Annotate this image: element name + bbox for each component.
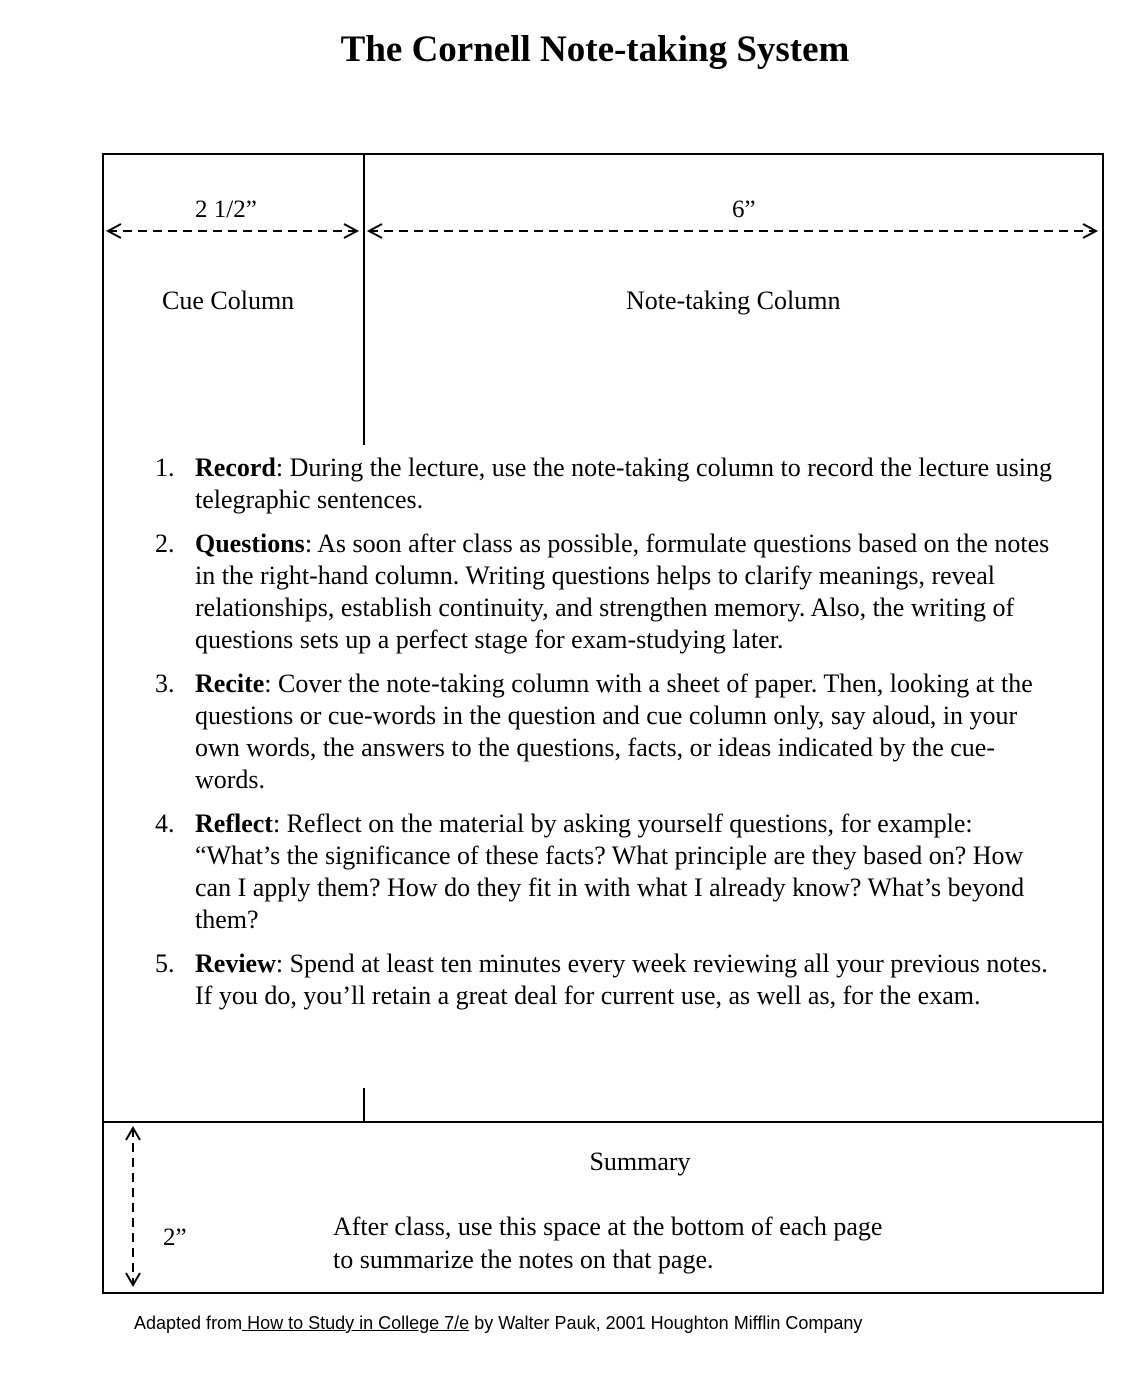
step-text: : As soon after class as possible, formulate questions based on the notes in the right-hand column. Writing questions helps to clarify meanings, reveal relationships, establish continuity, and strengthen memory. Also, the writing of questions sets up a perfect stage for exam-studying later. — [195, 529, 1050, 654]
step-number: 3. — [155, 669, 175, 698]
step-text: : Spend at least ten minutes every week reviewing all your previous notes. If you do, you’ll retain a great deal for current use, as well as, for the exam. — [195, 949, 1048, 1010]
cue-width-label: 2 1/2” — [195, 196, 257, 223]
summary-height-label: 2” — [163, 1224, 187, 1251]
step-item — [155, 528, 1055, 656]
notes-column-label: Note-taking Column — [626, 286, 841, 315]
summary-line: to summarize the notes on that page. — [333, 1245, 714, 1274]
step-number: 1. — [155, 453, 175, 482]
step-term: Questions — [195, 529, 305, 558]
step-number: 4. — [155, 809, 175, 838]
step-term: Review — [195, 949, 276, 978]
summary-line: After class, use this space at the bottom of each page — [333, 1212, 883, 1241]
step-item — [155, 808, 1055, 936]
notes-width-arrow — [369, 224, 1096, 238]
step-number: 2. — [155, 529, 175, 558]
footer-suffix: by Walter Pauk, 2001 Houghton Mifflin Company — [469, 1313, 863, 1333]
step-text: : During the lecture, use the note-taking column to record the lecture using telegraphic sentences. — [195, 453, 1052, 514]
summary-height-arrow — [126, 1128, 140, 1285]
step-text: : Reflect on the material by asking yourself questions, for example: “What’s the significance of these facts? What principle are they based on? How can I apply them? How do they fit in with what I already know? What’s beyond them? — [195, 809, 1025, 934]
step-term: Recite — [195, 669, 265, 698]
summary-description — [333, 1210, 1033, 1276]
step-term: Record — [195, 453, 276, 482]
steps-list — [155, 452, 1055, 1024]
page-title: The Cornell Note-taking System — [340, 29, 850, 70]
step-item — [155, 948, 1055, 1012]
step-item — [155, 668, 1055, 796]
book-title-link[interactable]: How to Study in College 7/e — [242, 1313, 470, 1333]
cue-width-arrow — [108, 224, 357, 238]
step-item — [155, 452, 1055, 516]
cue-column-label: Cue Column — [162, 286, 295, 315]
step-term: Reflect — [195, 809, 273, 838]
step-number: 5. — [155, 949, 175, 978]
attribution-footer — [134, 1311, 862, 1335]
notes-width-label: 6” — [732, 196, 756, 223]
summary-heading: Summary — [589, 1147, 691, 1176]
footer-prefix: Adapted from — [134, 1313, 243, 1333]
step-text: : Cover the note-taking column with a sheet of paper. Then, looking at the questions or cue-words in the question and cue column only, say aloud, in your own words, the answers to the questions, facts, or ideas indicated by the cue-words. — [195, 669, 1033, 794]
